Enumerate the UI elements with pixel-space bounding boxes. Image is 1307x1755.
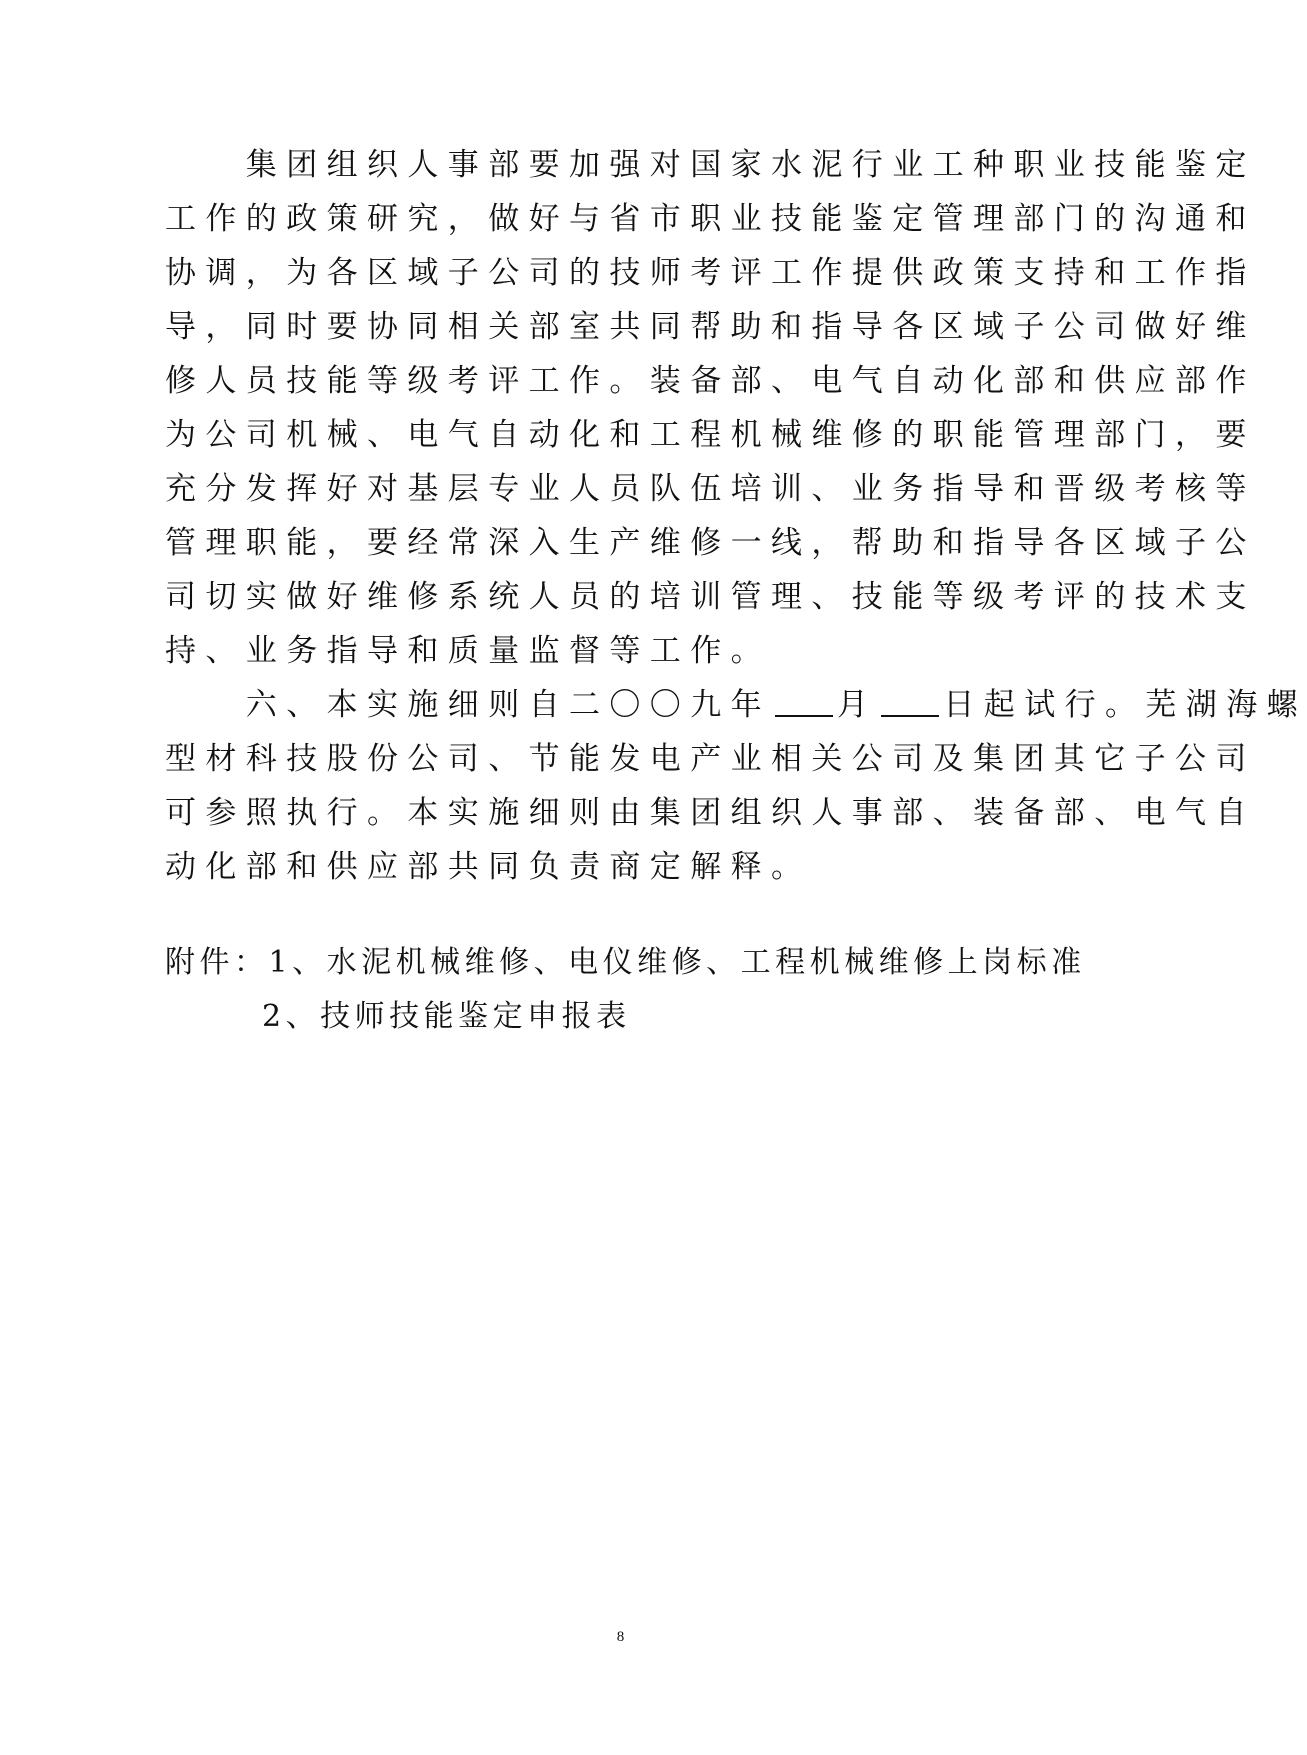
page-number: 8 [616, 1629, 625, 1645]
paragraph-line: 为公司机械、电气自动化和工程机械维修的职能管理部门，要 [165, 417, 1256, 453]
paragraph-line: 导，同时要协同相关部室共同帮助和指导各区域子公司做好维 [165, 309, 1256, 345]
attachment-item-1: 附件：1、水泥机械维修、电仪维修、工程机械维修上岗标准 [165, 945, 1086, 980]
paragraph-line: 型材科技股份公司、节能发电产业相关公司及集团其它子公司 [165, 741, 1256, 777]
paragraph-line: 充分发挥好对基层专业人员队伍培训、业务指导和晋级考核等 [165, 471, 1256, 507]
paragraph-line-with-blanks [165, 685, 1307, 725]
effective-date-text-start: 六、本实施细则自二〇〇九年 [165, 687, 771, 723]
paragraph-line: 修人员技能等级考评工作。装备部、电气自动化部和供应部作 [165, 363, 1256, 399]
month-text: 月 [837, 687, 878, 723]
month-blank [775, 689, 833, 717]
attachment-item-2: 2、技师技能鉴定申报表 [262, 999, 631, 1034]
paragraph-line: 集团组织人事部要加强对国家水泥行业工种职业技能鉴定 [165, 147, 1256, 183]
paragraph-line: 司切实做好维修系统人员的培训管理、技能等级考评的技术支 [165, 579, 1256, 615]
paragraph-line: 管理职能，要经常深入生产维修一线，帮助和指导各区域子公 [165, 525, 1256, 561]
paragraph-line: 可参照执行。本实施细则由集团组织人事部、装备部、电气自 [165, 795, 1256, 831]
paragraph-line: 协调，为各区域子公司的技师考评工作提供政策支持和工作指 [165, 255, 1256, 291]
paragraph-line: 工作的政策研究，做好与省市职业技能鉴定管理部门的沟通和 [165, 201, 1256, 237]
paragraph-line: 动化部和供应部共同负责商定解释。 [165, 849, 812, 885]
day-blank [881, 689, 939, 717]
paragraph-line: 持、业务指导和质量监督等工作。 [165, 633, 771, 669]
effective-date-text-end: 日起试行。芜湖海螺 [943, 687, 1307, 723]
